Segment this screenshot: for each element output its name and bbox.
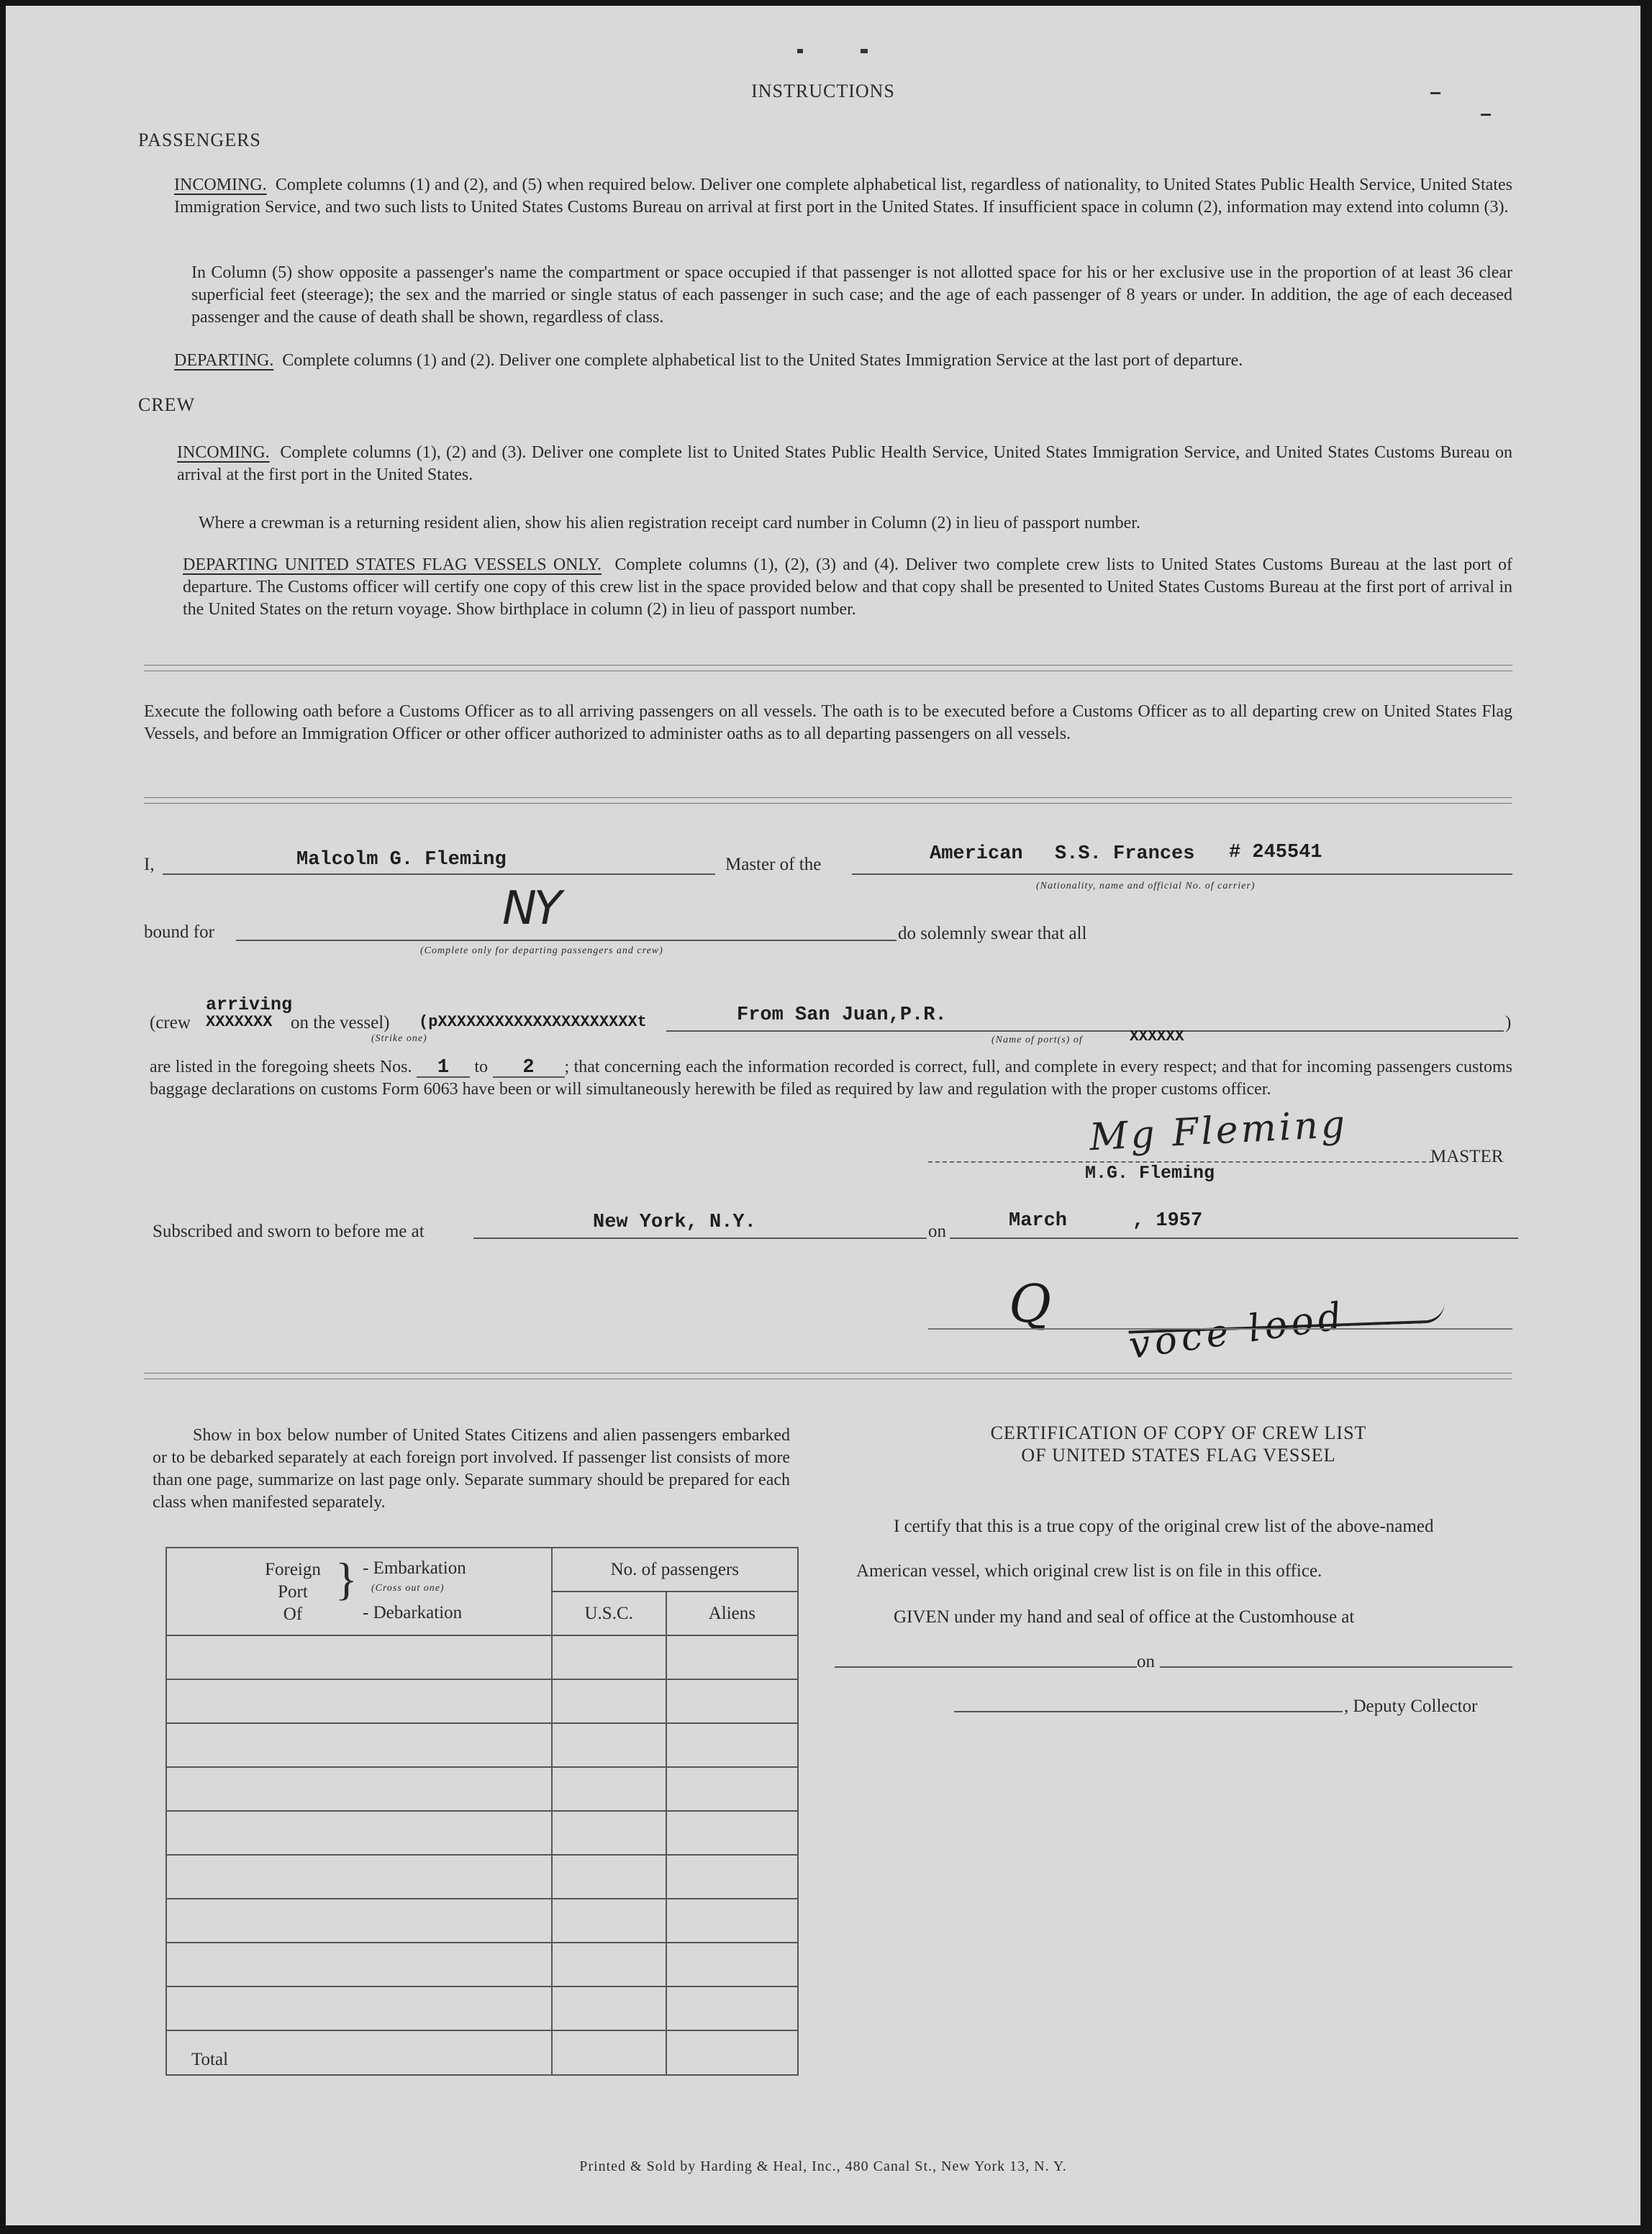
certification-title — [840, 1422, 1517, 1466]
master-typed-name: M.G. Fleming — [1085, 1163, 1215, 1184]
ink-mark — [1481, 114, 1491, 116]
sworn-on-label: on — [928, 1222, 946, 1241]
master-label: MASTER — [1430, 1147, 1504, 1166]
passengers-column5-text: In Column (5) show opposite a passenger's name the compartment or space occupied if that passenger is not allotted space for his or her exclusive use in the proportion of at least 36 clear superficial feet (steerage); the sex and the married or single status of each passenger in such case; and the age of each passenger of 8 years or under. In addition, the age of each deceased passenger and the cause of death shall be shown, regardless of class. — [191, 263, 1512, 327]
usc-header: U.S.C. — [552, 1592, 666, 1635]
port-cell[interactable] — [166, 1899, 552, 1943]
sheet-from-field — [417, 1058, 470, 1078]
usc-cell[interactable] — [552, 1811, 666, 1855]
sworn-date-line — [950, 1238, 1518, 1239]
crew-departing-paragraph — [183, 554, 1512, 621]
master-of-label: Master of the — [725, 855, 822, 874]
usc-cell[interactable] — [552, 1723, 666, 1767]
usc-cell[interactable] — [552, 1635, 666, 1679]
aliens-cell[interactable] — [666, 1679, 798, 1723]
passengers-incoming-paragraph — [174, 174, 1512, 219]
crew-struck: XXXXXXX — [206, 1013, 273, 1031]
port-cell[interactable] — [166, 1635, 552, 1679]
from-port-line — [666, 1030, 1504, 1032]
port-cell[interactable] — [166, 1679, 552, 1723]
passengers-heading: PASSENGERS — [138, 130, 261, 150]
bound-caption: (Complete only for departing passengers and crew) — [420, 945, 663, 956]
strike-one-caption: (Strike one) — [371, 1033, 427, 1044]
summary-instructions: Show in box below number of United States Citizens and alien passengers embarked or to be debarked separately at each foreign port involved. If passenger list consists of more than one page, summarize on last page only. Separate summary should be prepared for each class when manifested separately. — [153, 1426, 790, 1512]
usc-cell[interactable] — [552, 1943, 666, 1986]
table-row — [166, 1811, 798, 1855]
usc-total-cell[interactable] — [552, 2030, 666, 2075]
vessel-name: S.S. Frances — [1055, 843, 1195, 865]
from-port: From San Juan,P.R. — [737, 1004, 947, 1026]
form-page — [6, 6, 1640, 2225]
master-name-line — [163, 873, 715, 875]
table-row — [166, 1986, 798, 2030]
certification-title-line1: CERTIFICATION OF COPY OF CREW LIST — [990, 1422, 1367, 1443]
passengers-departing-paragraph — [174, 350, 1512, 372]
certification-title-line2: OF UNITED STATES FLAG VESSEL — [1021, 1445, 1336, 1466]
bracket: } — [335, 1553, 358, 1604]
crew-incoming-text: Complete columns (1), (2) and (3). Deliver one complete list to United States Public Health Service, United States Immigration Service, and United States Customs Bureau on arrival at the first port in the United States. — [177, 443, 1513, 484]
table-row — [166, 1943, 798, 1986]
foreign-port-header — [166, 1548, 552, 1635]
close-paren: ) — [1505, 1013, 1512, 1032]
crew-incoming-paragraph — [177, 442, 1512, 486]
vessel-line — [852, 873, 1512, 875]
of-label: Of — [283, 1604, 303, 1624]
sheet-to-field — [493, 1058, 565, 1078]
to-label: to — [474, 1058, 489, 1076]
certification-text1: I certify that this is a true copy of the original crew list of the above-named — [894, 1517, 1434, 1536]
customhouse-line — [835, 1666, 1137, 1668]
passengers-incoming-label: INCOMING. — [174, 176, 267, 194]
total-label: Total — [166, 2030, 552, 2075]
usc-cell[interactable] — [552, 1986, 666, 2030]
master-name: Malcolm G. Fleming — [296, 849, 507, 871]
listed-label: are listed in the foregoing sheets Nos. — [150, 1058, 412, 1076]
total-row — [166, 2030, 798, 2075]
usc-cell[interactable] — [552, 1855, 666, 1899]
page-title: INSTRUCTIONS — [751, 81, 895, 101]
aliens-cell[interactable] — [666, 1986, 798, 2030]
aliens-cell[interactable] — [666, 1899, 798, 1943]
on-vessel-label: on the vessel) — [291, 1013, 390, 1032]
swear-label: do solemnly swear that all — [898, 924, 1087, 943]
sworn-place-line — [473, 1238, 927, 1239]
bound-for-line — [236, 940, 897, 941]
passengers-incoming-text: Complete columns (1) and (2), and (5) when required below. Deliver one complete alphabetical list, regardless of nationality, to United States Public Health Service, United States Immigration Service, and two such lists to United States Customs Bureau on arrival at first port in the United States. If insufficient space in column (2), information may extend into column (3). — [174, 176, 1512, 217]
table-row — [166, 1855, 798, 1899]
crew-typed: arriving — [206, 994, 293, 1015]
bound-for-label: bound for — [144, 922, 214, 942]
sheet-from: 1 — [437, 1057, 450, 1079]
sworn-year: , 1957 — [1133, 1210, 1203, 1232]
aliens-cell[interactable] — [666, 1635, 798, 1679]
debarkation-label: - Debarkation — [363, 1603, 463, 1622]
aliens-cell[interactable] — [666, 1723, 798, 1767]
sworn-place: New York, N.Y. — [593, 1212, 756, 1233]
passengers-departing-text: Complete columns (1) and (2). Deliver one complete alphabetical list to the United States Immigration Service at the last port of departure. — [282, 351, 1243, 370]
deputy-collector-label: , Deputy Collector — [1344, 1697, 1478, 1716]
foreign-label: Foreign — [265, 1560, 321, 1579]
table-row — [166, 1679, 798, 1723]
usc-cell[interactable] — [552, 1899, 666, 1943]
divider — [144, 665, 1512, 666]
deputy-signature-line — [954, 1711, 1343, 1712]
usc-cell[interactable] — [552, 1679, 666, 1723]
usc-cell[interactable] — [552, 1767, 666, 1811]
port-cell[interactable] — [166, 1723, 552, 1767]
no-passengers-header: No. of passengers — [552, 1548, 798, 1592]
port-cell[interactable] — [166, 1767, 552, 1811]
aliens-cell[interactable] — [666, 1943, 798, 1986]
crew-departing-text: Complete columns (1), (2), (3) and (4). Deliver two complete crew lists to United States Customs Bureau at the last port of departure. The Customs officer will certify one copy of this crew list in the space provided below and that copy shall be presented to United States Customs Bureau at the first port of arrival in the United States on the return voyage. Show birthplace in column (2) in lieu of passport number. — [183, 555, 1512, 619]
aliens-cell[interactable] — [666, 1767, 798, 1811]
officer-signature-line — [928, 1328, 1512, 1330]
certification-date-line — [1160, 1666, 1512, 1668]
bound-for-value: NY — [502, 882, 559, 935]
crew-returning-text: Where a crewman is a returning resident alien, show his alien registration receipt card number in Column (2) in lieu of passport number. — [199, 514, 1140, 532]
table-row — [166, 1635, 798, 1679]
subscribed-label: Subscribed and sworn to before me at — [153, 1222, 425, 1241]
officer-signature: Q — [1009, 1273, 1052, 1334]
listed-text: ; that concerning each the information recorded is correct, full, and complete in every respect; and that for incoming passengers customs baggage declarations on customs Form 6063 have been or will simultaneously herewith be filed as required by law and regulation with the proper customs officer. — [150, 1058, 1513, 1099]
vessel-caption: (Nationality, name and official No. of carrier) — [1036, 881, 1256, 891]
aliens-cell[interactable] — [666, 1855, 798, 1899]
port-caption-struck: XXXXXX — [1130, 1029, 1184, 1045]
ink-mark — [861, 49, 868, 53]
vessel-nationality: American — [930, 843, 1023, 865]
divider — [144, 803, 1512, 804]
aliens-total-cell[interactable] — [666, 2030, 798, 2075]
crew-incoming-label: INCOMING. — [177, 443, 270, 462]
ink-mark — [797, 49, 803, 53]
certification-text2: American vessel, which original crew list is on file in this office. — [856, 1561, 1322, 1581]
port-label: Port — [278, 1582, 308, 1602]
passengers-struck: (pXXXXXXXXXXXXXXXXXXXXXt — [419, 1013, 647, 1031]
table-row — [166, 1767, 798, 1811]
oath-instructions: Execute the following oath before a Customs Officer as to all arriving passengers on all vessels. The oath is to be executed before a Customs Officer as to all departing crew on United States Flag Vessels, and before an Immigration Officer or other officer authorized to administer oaths as to all departing passengers on all vessels. — [144, 702, 1512, 743]
crew-departing-label: DEPARTING UNITED STATES FLAG VESSELS ONLY. — [183, 555, 602, 574]
passengers-departing-label: DEPARTING. — [174, 351, 274, 370]
sheet-to: 2 — [522, 1057, 535, 1079]
officer-signature-2: voce lood — [1126, 1294, 1349, 1368]
crew-heading: CREW — [138, 394, 196, 415]
certification-on-label: on — [1137, 1652, 1155, 1671]
foreign-port-label — [253, 1558, 332, 1625]
embarkation-label: - Embarkation — [363, 1558, 466, 1578]
divider — [144, 797, 1512, 798]
oath-i-label: I, — [144, 855, 155, 874]
aliens-cell[interactable] — [666, 1811, 798, 1855]
port-cell[interactable] — [166, 1986, 552, 2030]
printer-footer: Printed & Sold by Harding & Heal, Inc., 480 Canal St., New York 13, N. Y. — [579, 2158, 1067, 2174]
listed-paragraph — [150, 1056, 1512, 1101]
crew-open: (crew — [150, 1013, 191, 1032]
port-cell[interactable] — [166, 1855, 552, 1899]
sworn-month: March — [1009, 1210, 1068, 1232]
table-row — [166, 1723, 798, 1767]
port-cell[interactable] — [166, 1943, 552, 1986]
table-row — [166, 1899, 798, 1943]
aliens-header: Aliens — [666, 1592, 798, 1635]
vessel-official-no: # 245541 — [1229, 842, 1322, 863]
port-caption: (Name of port(s) of — [991, 1035, 1083, 1045]
passenger-summary-table — [165, 1547, 799, 2076]
master-signature: Mg Fleming — [1088, 1102, 1349, 1160]
cross-out-label: (Cross out one) — [371, 1583, 445, 1594]
port-cell[interactable] — [166, 1811, 552, 1855]
certification-text3: GIVEN under my hand and seal of office at the Customhouse at — [894, 1607, 1355, 1627]
